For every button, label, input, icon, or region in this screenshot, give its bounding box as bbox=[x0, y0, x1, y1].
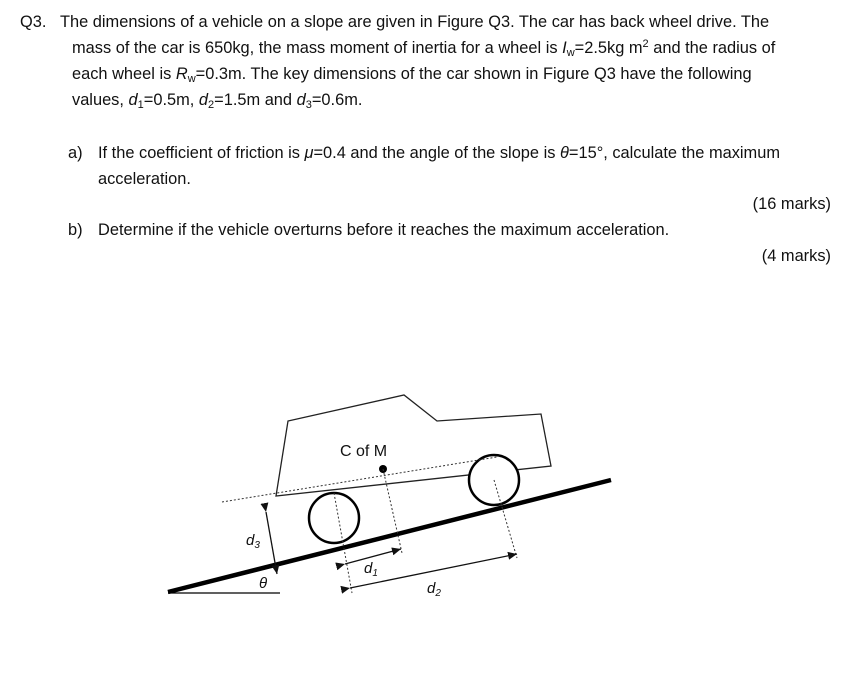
question-line-3: each wheel is $R_w=0.3m$. The key dimensions of the car shown in Figure Q3 have the following bbox=[72, 65, 752, 85]
d1-label: $d_1$ bbox=[364, 560, 378, 579]
part-a-marks: (16 marks) bbox=[752, 195, 831, 213]
question-line-1: The dimensions of a vehicle on a slope are given in Figure Q3. The car has back wheel drive. The bbox=[60, 13, 770, 31]
question-number: Q3. bbox=[20, 13, 47, 31]
rear-wheel bbox=[309, 493, 359, 543]
part-b-marks: (4 marks) bbox=[761, 247, 831, 265]
part-a-label: a) bbox=[68, 144, 83, 162]
question-line-4: values, $d_1=0.5m$, $d_2=1.5m$ and $d_3=0.6m$. bbox=[72, 91, 363, 111]
d2-label: $d_2$ bbox=[427, 580, 441, 599]
part-a-text: If the coefficient of friction is μ=0.4 and the angle of the slope is θ=15°, calculate the maximum bbox=[98, 144, 780, 162]
com-label: C of M bbox=[340, 443, 388, 460]
theta-label: θ bbox=[259, 575, 268, 592]
d1-arrow bbox=[345, 549, 401, 564]
d3-label: $d_3$ bbox=[246, 532, 260, 551]
part-b-label: b) bbox=[68, 221, 83, 239]
part-a-text-line-2: acceleration. bbox=[98, 170, 191, 188]
question-line-2: mass of the car is 650kg, the mass moment of inertia for a wheel is $I_w=2.5kg$ $m^2$ and the radius of bbox=[72, 38, 776, 59]
part-b-text: Determine if the vehicle overturns before it reaches the maximum acceleration. bbox=[98, 221, 670, 239]
